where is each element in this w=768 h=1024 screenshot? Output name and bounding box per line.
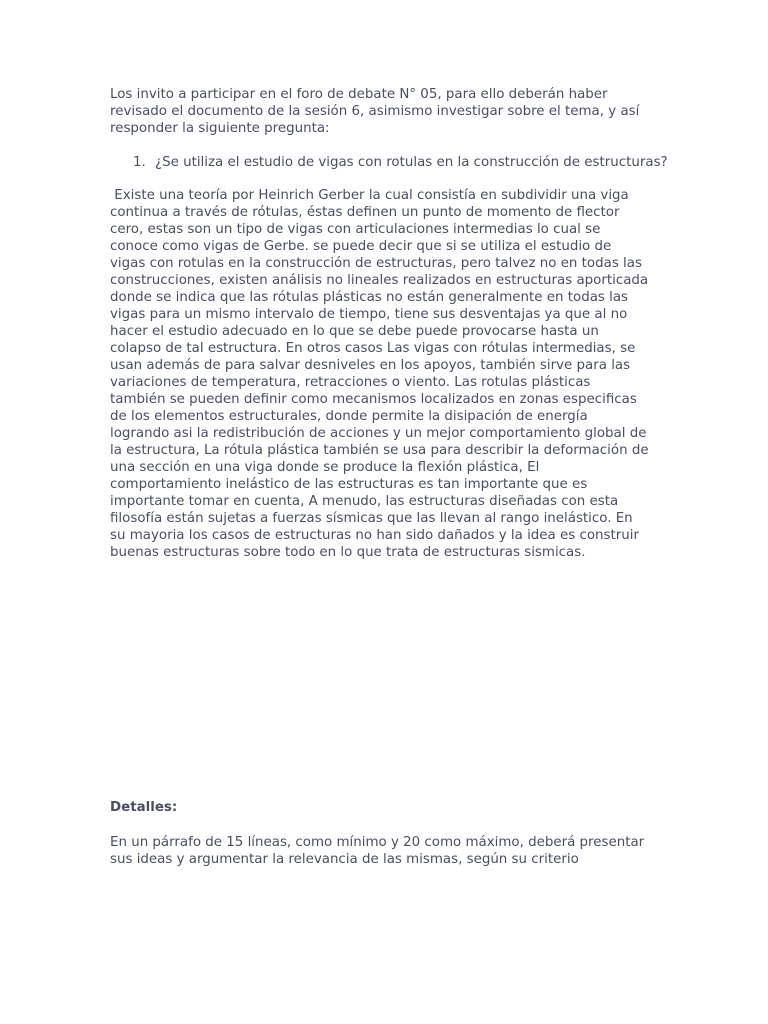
question-text: ¿Se utiliza el estudio de vigas con rotulas en la construcción de estructuras? — [155, 155, 668, 170]
question-item — [133, 154, 668, 171]
question-number: 1. — [133, 155, 146, 170]
document-body — [110, 86, 668, 561]
question-list — [110, 154, 668, 171]
details-paragraph: En un párrafo de 15 líneas, como mínimo y 20 como máximo, deberá presentar sus ideas y argumentar la relevancia de las mismas, según su criterio — [110, 835, 645, 867]
answer-paragraph: Existe una teoría por Heinrich Gerber la cual consistía en subdividir una viga continua a través de rótulas, éstas definen un punto de momento de flector cero, estas son un tipo de vigas con articulaciones intermedias lo cual se conoce como vigas de Gerbe. se puede decir que si se utiliza el estudio de vigas con rotulas en la construcción de estructuras, pero talvez no en todas las construcciones, existen análisis no lineales realizados en estructuras aporticada donde se indica que las rótulas plásticas no están generalmente en todas las vigas para un mismo intervalo de tiempo, tiene sus desventajas ya que al no hacer el estudio adecuado en lo que se debe puede provocarse hasta un colapso de tal estructura. En otros casos Las vigas con rótulas intermedias, se usan además de para salvar desniveles en los apoyos, también sirve para las variaciones de temperatura, retracciones o viento. Las rotulas plásticas también se pueden definir como mecanismos localizados en zonas especificas de los elementos estructurales, donde permite la disipación de energía logrando asi la redistribución de acciones y un mejor comportamiento global de la estructura, La rótula plástica también se usa para describir la deformación de una sección en una viga donde se produce la flexión plástica, El comportamiento inelástico de las estructuras es tan importante que es importante tomar en cuenta, A menudo, las estructuras diseñadas con esta filosofía están sujetas a fuerzas sísmicas que las llevan al rango inelástico. En su mayoria los casos de estructuras no han sido dañados y la idea es construir buenas estructuras sobre todo en lo que trata de estructuras sismicas. — [110, 188, 653, 560]
details-heading: Detalles: — [110, 800, 178, 815]
intro-paragraph: Los invito a participar en el foro de debate N° 05, para ello deberán haber revisado el documento de la sesión 6, asimismo investigar sobre el tema, y así responder la siguiente pregunta: — [110, 87, 640, 136]
